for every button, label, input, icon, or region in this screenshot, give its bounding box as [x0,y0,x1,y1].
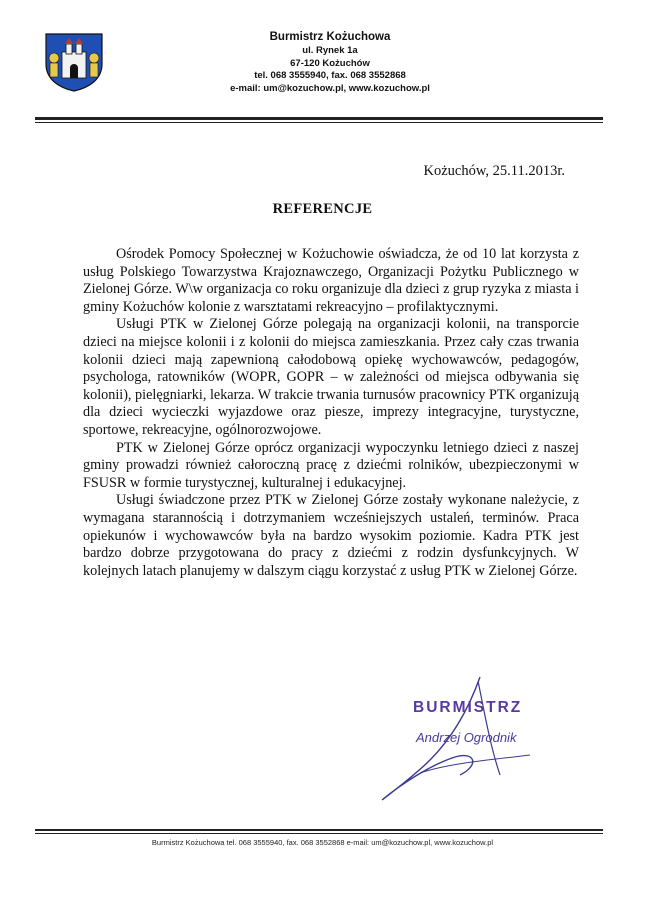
letterhead [150,30,510,95]
letterhead-phones: tel. 068 3555940, fax. 068 3552868 [254,70,406,82]
stamp-name: Andrzej Ogrodnik [416,730,517,745]
letterhead-street: ul. Rynek 1a [302,45,358,56]
paragraph: Usługi świadczone przez PTK w Zielonej Górze zostały wykonane należycie, z wymagana starannością i dotrzymaniem wcześniejszych ustaleń, terminów. Praca opiekunów i wychowawców była na bardzo wysokim poziomie. Kadra PTK jest bardzo dobrze przygotowana do pracy z dziećmi z rodzin dysfunkcyjnych. W kolejnych latach planujemy w dalszym ciągu korzystać z usług PTK w Zielonej Górze. [83,492,579,579]
letterhead-email-web: e-mail: um@kozuchow.pl, www.kozuchow.pl [230,82,430,94]
paragraph: Usługi PTK w Zielonej Górze polegają na organizacji kolonii, na transporcie dzieci na miejsce kolonii i z kolonii do miejsca zamieszkania. Przez cały czas trwania kolonii dzieci mają zapewnioną całodobową opiekę wychowawców, pedagogów, psychologa, ratowników (WOPR, GOPR – w zależności od miejsca odbywania się kolonii), pielęgniarki, lekarza. W trakcie trwania turnusów pracownicy PTK organizują dla dzieci wycieczki wyjazdowe oraz piesze, imprezy integracyjne, turystyczne, sportowe, rekreacyjne, ogólnorozwojowe. [83,316,579,438]
letter-date: Kożuchów, 25.11.2013r. [423,163,565,179]
header-divider-thin [35,122,603,123]
letter-subject: REFERENCJE [272,201,373,217]
header-divider-thick [35,117,603,120]
paragraph: Ośrodek Pomocy Społecznej w Kożuchowie oświadcza, że od 10 lat korzysta z usług Polskiego Towarzystwa Krajoznawczego, Organizacji Pożytku Publicznego w Zielonej Górze. W\w organizacja co roku organizuje dla dzieci z grup ryzyka z miasta i gminy Kożuchów kolonie z warsztatami rekreacyjno – profilaktycznymi. [83,246,579,315]
stamp-title: BURMISTRZ [413,699,523,716]
letterhead-title: Burmistrz Kożuchowa [269,31,391,43]
footer-divider-thick [35,829,603,831]
footer-contact: Burmistrz Kożuchowa tel. 068 3555940, fax. 068 3552868 e-mail: um@kozuchow.pl, www.kozuchow.pl [151,838,494,847]
letter-body [83,246,579,580]
letterhead-city: 67-120 Kożuchów [290,57,370,69]
coat-of-arms-icon [38,30,110,92]
footer-divider-thin [35,833,603,834]
paragraph: PTK w Zielonej Górze oprócz organizacji wypoczynku letniego dzieci z naszej gminy prowadzi również całoroczną pracę z dziećmi rolników, ubezpieczonymi w FSUSR w formie turystycznej, kulturalnej i edukacyjnej. [83,439,579,491]
